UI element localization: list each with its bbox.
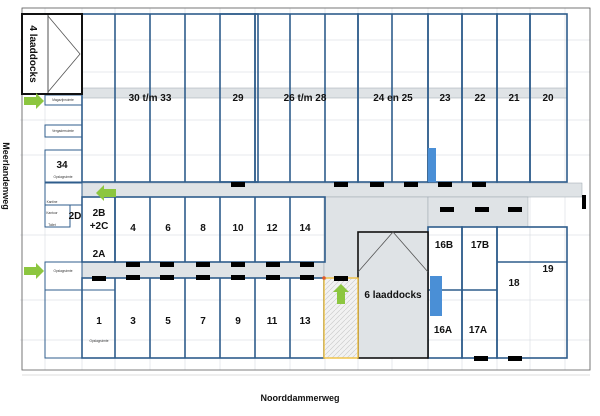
label-7: 7 — [200, 316, 206, 327]
label-18: 18 — [508, 278, 520, 289]
label-13: 13 — [299, 316, 311, 327]
room-toilet: Toilet — [48, 223, 56, 227]
room-kantine: Kantine — [46, 200, 58, 204]
label-3: 3 — [130, 316, 136, 327]
label-29: 29 — [232, 93, 244, 104]
label-20: 20 — [542, 93, 554, 104]
label-8: 8 — [200, 223, 206, 234]
label-22: 22 — [474, 93, 486, 104]
road-label-bottom: Noorddammerweg — [260, 393, 340, 403]
label-14: 14 — [299, 223, 311, 234]
room-magazijn: Magazijnruimte — [52, 98, 74, 102]
label-6: 6 — [165, 223, 171, 234]
label-19: 19 — [542, 264, 554, 275]
label-4-laaddocks: 4 laaddocks — [27, 25, 38, 83]
label-4: 4 — [130, 223, 136, 234]
label-16a: 16A — [433, 325, 453, 336]
label-10: 10 — [232, 223, 244, 234]
room-vergader: Vergaderruimte — [52, 129, 74, 133]
label-30-33: 30 t/m 33 — [128, 93, 172, 104]
room-kantoor: Kantoor — [46, 211, 58, 215]
label-26-28: 26 t/m 28 — [283, 93, 327, 104]
label-24-25: 24 en 25 — [373, 93, 413, 104]
label-17a: 17A — [468, 325, 488, 336]
label-6-laaddocks: 6 laaddocks — [364, 290, 422, 301]
label-12: 12 — [266, 223, 278, 234]
room-opslag-2: Opslagruimte — [53, 269, 73, 273]
label-17b: 17B — [470, 240, 490, 251]
room-opslag-1: Opslagruimte — [53, 175, 73, 179]
label-9: 9 — [235, 316, 241, 327]
label-2a: 2A — [92, 249, 106, 260]
label-16b: 16B — [434, 240, 454, 251]
label-23: 23 — [439, 93, 451, 104]
label-5: 5 — [165, 316, 171, 327]
road-label-left: Meerlandenweg — [1, 142, 11, 210]
label-2b-2c-line1: 2B — [92, 208, 106, 219]
label-11: 11 — [266, 316, 278, 327]
label-21: 21 — [508, 93, 520, 104]
room-opslag-3: Opslagruimte — [89, 339, 109, 343]
label-1: 1 — [96, 316, 102, 327]
label-2d: 2D — [68, 211, 82, 222]
label-34: 34 — [56, 160, 68, 171]
label-2b-2c-line2: +2C — [89, 221, 109, 232]
yard-marker — [322, 276, 326, 280]
